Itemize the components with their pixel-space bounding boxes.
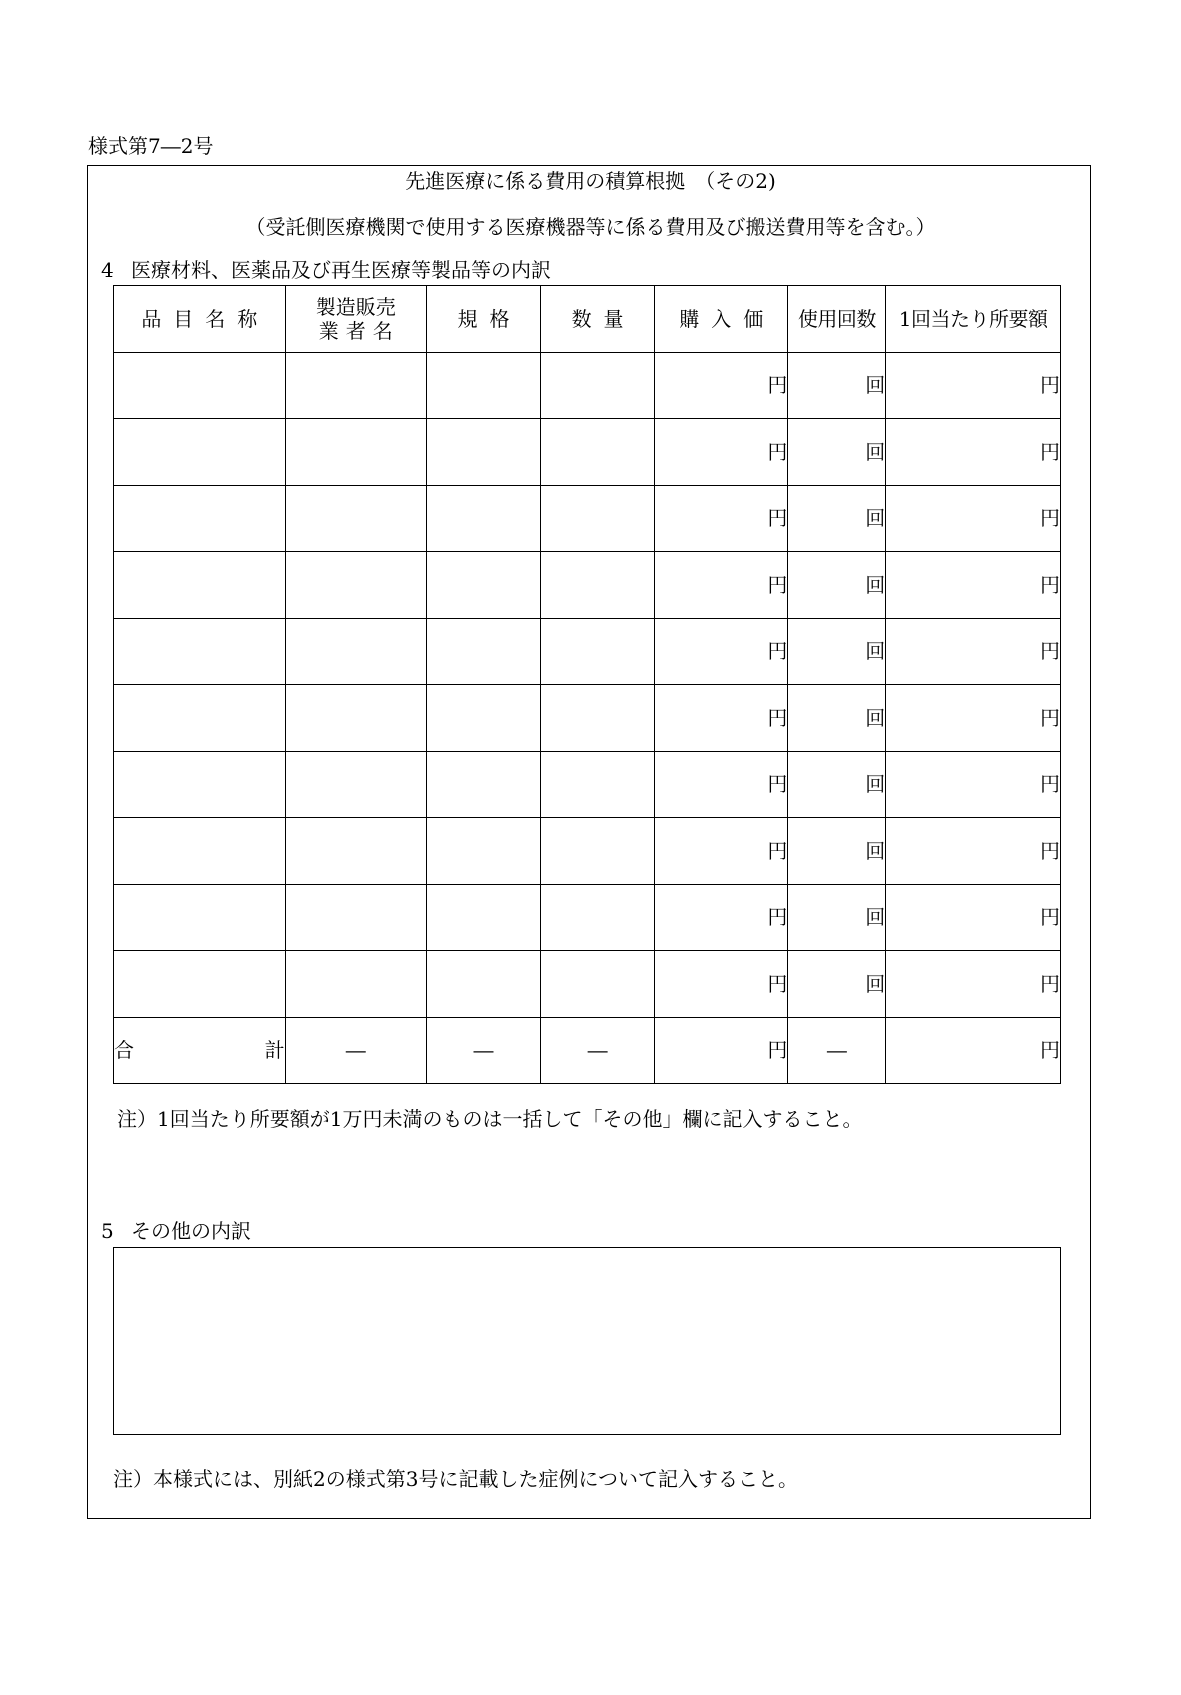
use-count-cell[interactable] bbox=[788, 818, 886, 885]
maker-cell[interactable] bbox=[285, 352, 426, 419]
yen-unit: 円 bbox=[1040, 506, 1060, 531]
maker-cell[interactable] bbox=[285, 552, 426, 619]
form-subtitle: （受託側医療機関で使用する医療機器等に係る費用及び搬送費用等を含む。） bbox=[245, 215, 936, 239]
header-spec: 規格 bbox=[426, 286, 540, 353]
item-name-cell[interactable] bbox=[114, 884, 286, 951]
yen-unit: 円 bbox=[767, 772, 788, 797]
section-4-heading bbox=[101, 258, 551, 282]
yen-unit: 円 bbox=[1040, 772, 1060, 797]
per-use-cost-cell[interactable] bbox=[886, 618, 1061, 685]
section-5-heading bbox=[101, 1219, 251, 1243]
spec-cell[interactable] bbox=[426, 884, 540, 951]
use-count-cell[interactable] bbox=[788, 884, 886, 951]
use-count-cell[interactable] bbox=[788, 419, 886, 486]
use-count-cell[interactable] bbox=[788, 951, 886, 1018]
spec-cell[interactable] bbox=[426, 951, 540, 1018]
quantity-cell[interactable] bbox=[541, 951, 655, 1018]
spec-cell[interactable] bbox=[426, 685, 540, 752]
yen-unit: 円 bbox=[767, 373, 788, 398]
price-cell[interactable] bbox=[655, 552, 788, 619]
total-use-count-dash: ― bbox=[788, 1017, 886, 1084]
use-count-cell[interactable] bbox=[788, 552, 886, 619]
yen-unit: 円 bbox=[767, 905, 788, 930]
table-row bbox=[114, 485, 1061, 552]
section-4-title: 医療材料、医薬品及び再生医療等製品等の内訳 bbox=[131, 258, 551, 282]
total-spec-dash: ― bbox=[426, 1017, 540, 1084]
spec-cell[interactable] bbox=[426, 485, 540, 552]
section-5-number: 5 bbox=[101, 1219, 114, 1243]
form-number: 様式第7―2号 bbox=[88, 134, 214, 158]
total-per-use-cost-cell[interactable]: 円 bbox=[886, 1017, 1061, 1084]
per-use-cost-cell[interactable] bbox=[886, 818, 1061, 885]
price-cell[interactable] bbox=[655, 751, 788, 818]
item-name-cell[interactable] bbox=[114, 618, 286, 685]
item-name-cell[interactable] bbox=[114, 951, 286, 1018]
quantity-cell[interactable] bbox=[541, 884, 655, 951]
times-unit: 回 bbox=[865, 971, 886, 996]
quantity-cell[interactable] bbox=[541, 685, 655, 752]
header-per-use-cost: 1回当たり所要額 bbox=[886, 286, 1061, 353]
price-cell[interactable] bbox=[655, 352, 788, 419]
item-name-cell[interactable] bbox=[114, 818, 286, 885]
total-quantity-dash: ― bbox=[541, 1017, 655, 1084]
yen-unit: 円 bbox=[1040, 971, 1060, 996]
maker-cell[interactable] bbox=[285, 884, 426, 951]
total-row bbox=[114, 1017, 1061, 1084]
yen-unit: 円 bbox=[767, 506, 788, 531]
spec-cell[interactable] bbox=[426, 352, 540, 419]
item-name-cell[interactable] bbox=[114, 352, 286, 419]
table-row bbox=[114, 951, 1061, 1018]
table-row bbox=[114, 884, 1061, 951]
quantity-cell[interactable] bbox=[541, 552, 655, 619]
use-count-cell[interactable] bbox=[788, 751, 886, 818]
use-count-cell[interactable] bbox=[788, 485, 886, 552]
times-unit: 回 bbox=[865, 905, 886, 930]
quantity-cell[interactable] bbox=[541, 818, 655, 885]
maker-cell[interactable] bbox=[285, 951, 426, 1018]
maker-cell[interactable] bbox=[285, 685, 426, 752]
use-count-cell[interactable] bbox=[788, 618, 886, 685]
quantity-cell[interactable] bbox=[541, 419, 655, 486]
section-5-title: その他の内訳 bbox=[131, 1219, 251, 1243]
spec-cell[interactable] bbox=[426, 618, 540, 685]
table-row bbox=[114, 818, 1061, 885]
yen-unit: 円 bbox=[1040, 373, 1060, 398]
total-maker-dash: ― bbox=[285, 1017, 426, 1084]
use-count-cell[interactable] bbox=[788, 352, 886, 419]
header-price: 購入価 bbox=[655, 286, 788, 353]
item-name-cell[interactable] bbox=[114, 552, 286, 619]
yen-unit: 円 bbox=[1040, 439, 1060, 464]
spec-cell[interactable] bbox=[426, 419, 540, 486]
times-unit: 回 bbox=[865, 772, 886, 797]
table-row bbox=[114, 618, 1061, 685]
maker-cell[interactable] bbox=[285, 818, 426, 885]
maker-cell[interactable] bbox=[285, 419, 426, 486]
table-row bbox=[114, 352, 1061, 419]
price-cell[interactable] bbox=[655, 951, 788, 1018]
yen-unit: 円 bbox=[767, 705, 788, 730]
times-unit: 回 bbox=[865, 373, 886, 398]
spec-cell[interactable] bbox=[426, 751, 540, 818]
spec-cell[interactable] bbox=[426, 818, 540, 885]
table-row bbox=[114, 552, 1061, 619]
yen-unit: 円 bbox=[1040, 639, 1060, 664]
section-4-number: 4 bbox=[101, 258, 114, 282]
total-label: 合 計 bbox=[114, 1017, 286, 1084]
quantity-cell[interactable] bbox=[541, 352, 655, 419]
per-use-cost-cell[interactable] bbox=[886, 685, 1061, 752]
other-breakdown-box[interactable] bbox=[113, 1247, 1061, 1435]
per-use-cost-cell[interactable] bbox=[886, 951, 1061, 1018]
use-count-cell[interactable] bbox=[788, 685, 886, 752]
header-use-count: 使用回数 bbox=[788, 286, 886, 353]
per-use-cost-cell[interactable] bbox=[886, 751, 1061, 818]
price-cell[interactable] bbox=[655, 685, 788, 752]
times-unit: 回 bbox=[865, 506, 886, 531]
item-name-cell[interactable] bbox=[114, 685, 286, 752]
table-header-row bbox=[114, 286, 1061, 353]
yen-unit: 円 bbox=[1040, 572, 1060, 597]
yen-unit: 円 bbox=[1040, 838, 1060, 863]
yen-unit: 円 bbox=[767, 838, 788, 863]
price-cell[interactable] bbox=[655, 618, 788, 685]
table-row bbox=[114, 419, 1061, 486]
times-unit: 回 bbox=[865, 639, 886, 664]
per-use-cost-cell[interactable] bbox=[886, 485, 1061, 552]
yen-unit: 円 bbox=[767, 572, 788, 597]
per-use-cost-cell[interactable] bbox=[886, 884, 1061, 951]
maker-cell[interactable] bbox=[285, 485, 426, 552]
note-threshold: 注）1回当たり所要額が1万円未満のものは一括して「その他」欄に記入すること。 bbox=[117, 1107, 863, 1131]
price-cell[interactable] bbox=[655, 818, 788, 885]
maker-cell[interactable] bbox=[285, 751, 426, 818]
yen-unit: 円 bbox=[767, 439, 788, 464]
price-cell[interactable] bbox=[655, 485, 788, 552]
per-use-cost-cell[interactable] bbox=[886, 352, 1061, 419]
item-name-cell[interactable] bbox=[114, 751, 286, 818]
header-quantity: 数量 bbox=[541, 286, 655, 353]
table-row bbox=[114, 685, 1061, 752]
times-unit: 回 bbox=[865, 838, 886, 863]
price-cell[interactable] bbox=[655, 884, 788, 951]
quantity-cell[interactable] bbox=[541, 485, 655, 552]
times-unit: 回 bbox=[865, 439, 886, 464]
item-name-cell[interactable] bbox=[114, 485, 286, 552]
item-name-cell[interactable] bbox=[114, 419, 286, 486]
quantity-cell[interactable] bbox=[541, 618, 655, 685]
materials-table bbox=[113, 285, 1061, 1084]
maker-cell[interactable] bbox=[285, 618, 426, 685]
yen-unit: 円 bbox=[767, 639, 788, 664]
per-use-cost-cell[interactable] bbox=[886, 552, 1061, 619]
yen-unit: 円 bbox=[767, 971, 788, 996]
header-maker: 製造販売 業者名 bbox=[285, 286, 426, 353]
per-use-cost-cell[interactable] bbox=[886, 419, 1061, 486]
times-unit: 回 bbox=[865, 705, 886, 730]
yen-unit: 円 bbox=[1040, 705, 1060, 730]
quantity-cell[interactable] bbox=[541, 751, 655, 818]
table-row bbox=[114, 751, 1061, 818]
note-case-reference: 注）本様式には、別紙2の様式第3号に記載した症例について記入すること。 bbox=[113, 1467, 799, 1491]
times-unit: 回 bbox=[865, 572, 886, 597]
yen-unit: 円 bbox=[1040, 905, 1060, 930]
form-title: 先進医療に係る費用の積算根拠 （その2) bbox=[405, 169, 776, 193]
spec-cell[interactable] bbox=[426, 552, 540, 619]
total-price-cell[interactable]: 円 bbox=[655, 1017, 788, 1084]
header-item-name: 品目名称 bbox=[114, 286, 286, 353]
price-cell[interactable] bbox=[655, 419, 788, 486]
